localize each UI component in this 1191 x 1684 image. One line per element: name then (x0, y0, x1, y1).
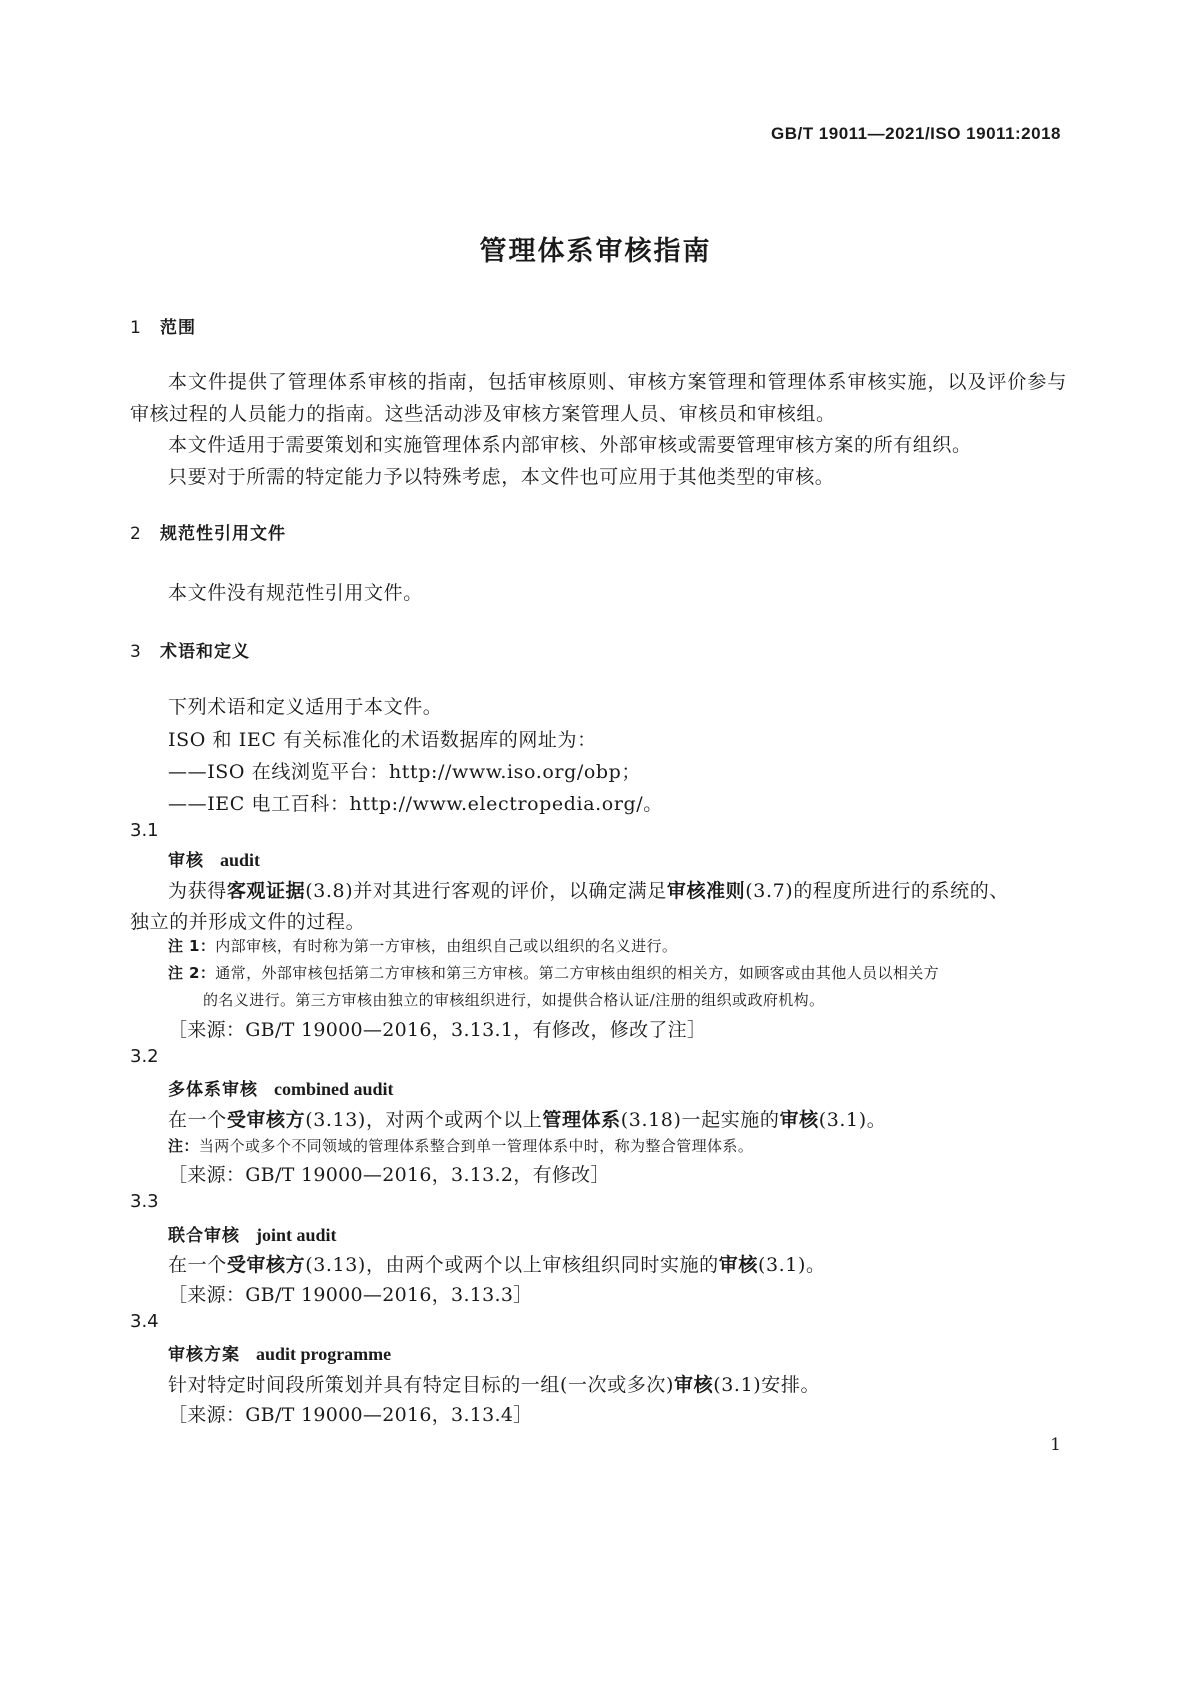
definition-text: (3.8)并对其进行客观的评价，以确定满足 (305, 880, 667, 902)
section-title: 规范性引用文件 (160, 524, 286, 544)
defined-term-ref: 管理体系 (542, 1109, 621, 1131)
term-entry (168, 1340, 391, 1365)
note-text: 内部审核，有时称为第一方审核，由组织自己或以组织的名义进行。 (215, 937, 678, 955)
note-text: 通常，外部审核包括第二方审核和第三方审核。第二方审核由组织的相关方，如顾客或由其他人员以相关方 (215, 964, 940, 982)
defined-term-ref: 客观证据 (226, 880, 306, 902)
section-1-paragraph-2: 本文件适用于需要策划和实施管理体系内部审核、外部审核或需要管理审核方案的所有组织。 (168, 434, 972, 456)
term-chinese: 多体系审核 (168, 1080, 258, 1100)
section-3-heading (130, 637, 250, 662)
note-text: 当两个或多个不同领域的管理体系整合到单一管理体系中时，称为整合管理体系。 (198, 1137, 754, 1155)
definition-text: (3.13)，由两个或两个以上审核组织同时实施的 (305, 1254, 719, 1276)
term-entry (168, 1075, 394, 1100)
clause-number: 3.2 (130, 1046, 159, 1067)
term-definition (168, 876, 1009, 903)
definition-text: (3.1)。 (757, 1254, 826, 1276)
term-english: combined audit (274, 1079, 394, 1099)
defined-term-ref: 审核 (674, 1374, 714, 1396)
definition-text: (3.7)的程度所进行的系统的、 (745, 880, 1009, 902)
term-chinese: 审核方案 (168, 1345, 240, 1365)
section-3-paragraph-2: ISO 和 IEC 有关标准化的术语数据库的网址为： (168, 729, 597, 751)
section-2-heading (130, 519, 286, 544)
term-chinese: 联合审核 (168, 1226, 240, 1246)
section-1-paragraph-3: 只要对于所需的特定能力予以特殊考虑，本文件也可应用于其他类型的审核。 (168, 466, 835, 488)
definition-text: 针对特定时间段所策划并具有特定目标的一组(一次或多次) (168, 1374, 675, 1396)
source-citation: ［来源：GB/T 19000—2016，3.13.1，有修改，修改了注］ (168, 1019, 707, 1041)
section-1-heading (130, 313, 196, 338)
term-definition (168, 1105, 886, 1132)
note-2 (168, 962, 939, 983)
defined-term-ref: 审核准则 (666, 880, 746, 902)
term-entry (168, 1221, 337, 1246)
defined-term-ref: 审核 (779, 1109, 819, 1131)
clause-number: 3.1 (130, 820, 159, 841)
defined-term-ref: 受审核方 (226, 1254, 306, 1276)
definition-text: 在一个 (168, 1109, 227, 1131)
definition-text: 在一个 (168, 1254, 227, 1276)
definition-text: (3.1)安排。 (713, 1374, 821, 1396)
defined-term-ref: 受审核方 (226, 1109, 306, 1131)
definition-text: 为获得 (168, 880, 227, 902)
term-definition (168, 1370, 820, 1397)
page-number: 1 (1050, 1435, 1061, 1455)
section-number: 2 (130, 524, 141, 544)
note-1 (168, 935, 677, 956)
note-label: 注： (168, 1137, 199, 1155)
clause-number: 3.3 (130, 1191, 159, 1212)
source-citation: ［来源：GB/T 19000—2016，3.13.2，有修改］ (168, 1164, 610, 1186)
note (168, 1135, 753, 1156)
section-number: 1 (130, 318, 141, 338)
section-3-paragraph-1: 下列术语和定义适用于本文件。 (168, 696, 443, 718)
iso-database-link-line: ——ISO 在线浏览平台：http://www.iso.org/obp； (168, 761, 642, 783)
term-english: audit (220, 850, 261, 870)
note-label: 注 2： (168, 964, 216, 982)
section-number: 3 (130, 642, 141, 662)
document-title: 管理体系审核指南 (479, 236, 712, 267)
defined-term-ref: 审核 (718, 1254, 758, 1276)
iec-database-link-line: ——IEC 电工百科：http://www.electropedia.org/。 (168, 793, 663, 815)
note-label: 注 1： (168, 937, 216, 955)
term-entry (168, 846, 260, 871)
section-title: 术语和定义 (160, 642, 250, 662)
definition-text: (3.1)。 (818, 1109, 887, 1131)
source-citation: ［来源：GB/T 19000—2016，3.13.3］ (168, 1284, 533, 1306)
definition-text: (3.18)一起实施的 (620, 1109, 780, 1131)
term-chinese: 审核 (168, 851, 204, 871)
note-2-continued: 的名义进行。第三方审核由独立的审核组织进行，如提供合格认证/注册的组织或政府机构。 (203, 991, 825, 1009)
definition-text: (3.13)，对两个或两个以上 (305, 1109, 543, 1131)
source-citation: ［来源：GB/T 19000—2016，3.13.4］ (168, 1404, 533, 1426)
term-definition-continued: 独立的并形成文件的过程。 (130, 911, 366, 933)
document-code-header: GB/T 19011—2021/ISO 19011:2018 (770, 124, 1061, 143)
section-2-paragraph: 本文件没有规范性引用文件。 (168, 582, 423, 604)
term-definition (168, 1250, 826, 1277)
term-english: joint audit (256, 1225, 337, 1245)
term-english: audit programme (256, 1344, 392, 1364)
clause-number: 3.4 (130, 1311, 159, 1332)
section-1-paragraph-1: 本文件提供了管理体系审核的指南，包括审核原则、审核方案管理和管理体系审核实施，以及评价参与审核过程的人员能力的指南。这些活动涉及审核方案管理人员、审核员和审核组。 (130, 371, 1067, 425)
section-title: 范围 (160, 318, 196, 338)
